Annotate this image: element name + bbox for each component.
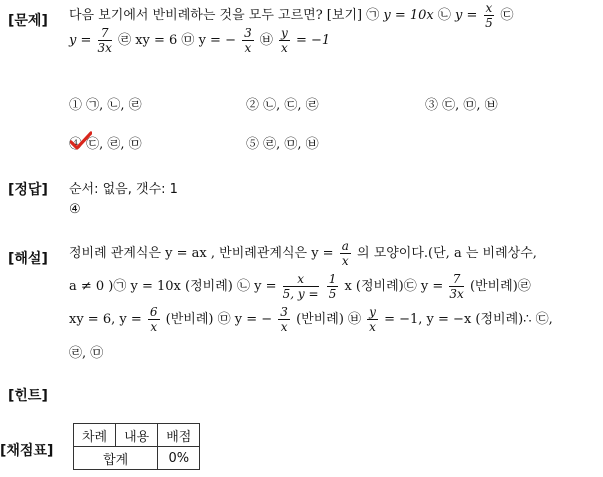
- table-header-points: 배점: [158, 424, 200, 447]
- checkmark-icon: [70, 131, 92, 151]
- choice-3[interactable]: ③ ㉢, ㉤, ㉥: [425, 98, 498, 113]
- explanation-fraction: [327, 273, 339, 300]
- fraction-denominator: x: [341, 254, 349, 268]
- hint-label: [힌트]: [8, 388, 48, 404]
- problem-item-6-mark: ㉥: [259, 33, 273, 48]
- choice-5[interactable]: ⑤ ㉣, ㉤, ㉥: [246, 137, 319, 152]
- fraction-numerator: y: [281, 26, 288, 40]
- table-total-value: 0%: [158, 447, 200, 470]
- explanation-text: xy = 6, y =: [69, 312, 142, 327]
- problem-line-2: [69, 27, 330, 54]
- problem-item-3-mark: ㉢: [500, 8, 514, 23]
- fraction-numerator: 3: [244, 26, 252, 40]
- problem-item-2-lhs: y =: [455, 8, 478, 23]
- problem-item-6-rhs: = −1: [295, 33, 331, 48]
- explanation-line-2: [69, 273, 531, 300]
- fraction-numerator: x: [283, 273, 319, 287]
- problem-item-6-fraction: [279, 27, 290, 54]
- problem-label: [문제]: [8, 13, 48, 29]
- choice-4[interactable]: ④ ㉢, ㉣, ㉤: [69, 137, 142, 152]
- explanation-text: = −1, y = −x (정비례)∴ ㉢,: [384, 312, 553, 327]
- fraction-denominator: 5: [485, 16, 493, 30]
- table-row: [74, 447, 200, 470]
- problem-intro: 다음 보기에서 반비례하는 것을 모두 고르면? [보기] ㉠: [69, 8, 380, 23]
- fraction-numerator: 6: [149, 305, 158, 319]
- explanation-line-3: [69, 306, 553, 333]
- problem-item-1: y = 10x: [383, 8, 434, 23]
- problem-item-5-fraction: [242, 27, 254, 54]
- explanation-text: x (정비례)㉢ y =: [344, 279, 444, 294]
- choice-2[interactable]: ② ㉡, ㉢, ㉣: [246, 98, 319, 113]
- table-header-order: 차례: [74, 424, 116, 447]
- fraction-denominator: 5, y =: [282, 287, 319, 301]
- fraction-denominator: 3x: [97, 41, 112, 55]
- fraction-denominator: 3x: [449, 287, 464, 301]
- answer-line-1: 순서: 없음, 갯수: 1: [69, 182, 178, 197]
- choice-1[interactable]: ① ㉠, ㉡, ㉣: [69, 98, 142, 113]
- fraction-numerator: 3: [280, 305, 288, 319]
- fraction-numerator: y: [369, 305, 376, 319]
- explanation-text: (반비례) ㉤ y = −: [165, 312, 273, 327]
- explanation-fraction: [449, 273, 463, 300]
- fraction-numerator: 1: [328, 272, 337, 286]
- explanation-fraction: [283, 273, 319, 300]
- fraction-numerator: 7: [449, 273, 463, 287]
- explanation-text: (반비례) ㉥: [296, 312, 362, 327]
- fraction-numerator: 7: [98, 27, 112, 41]
- table-row: [74, 424, 200, 447]
- problem-item-3-fraction: [98, 27, 112, 54]
- explanation-fraction: [340, 240, 351, 267]
- explanation-fraction: [367, 306, 378, 333]
- table-header-content: 내용: [116, 424, 158, 447]
- problem-item-3-lhs: y =: [69, 33, 92, 48]
- fraction-denominator: x: [150, 320, 158, 334]
- explanation-fraction: [278, 306, 290, 333]
- problem-item-2-mark: ㉡: [437, 8, 451, 23]
- explanation-text: a ≠ 0 )㉠ y = 10x (정비례) ㉡ y =: [69, 279, 277, 294]
- fraction-denominator: x: [281, 41, 288, 55]
- fraction-numerator: a: [341, 239, 349, 253]
- fraction-denominator: x: [369, 320, 376, 334]
- answer-label: [정답]: [8, 182, 48, 198]
- explanation-label: [해설]: [8, 251, 48, 267]
- problem-item-2-fraction: [484, 2, 495, 29]
- answer-line-2: ④: [69, 202, 81, 217]
- explanation-line-4: ㉣, ㉤: [69, 346, 104, 361]
- explanation-text: 의 모양이다.(단, a 는 비례상수,: [357, 246, 537, 261]
- explanation-line-1: [69, 240, 537, 267]
- explanation-fraction: [148, 306, 160, 333]
- scoring-label: [채점표]: [0, 443, 54, 459]
- explanation-text: (반비례)㉣: [469, 279, 531, 294]
- explanation-text: 정비례 관계식은 y = ax , 반비례관계식은 y =: [69, 246, 334, 261]
- fraction-denominator: x: [280, 320, 288, 334]
- problem-item-4: ㉣ xy = 6 ㉤ y = −: [118, 33, 236, 48]
- fraction-denominator: x: [244, 41, 252, 55]
- problem-line-1: [69, 2, 513, 29]
- fraction-numerator: x: [485, 1, 493, 15]
- scoring-table: [73, 423, 200, 470]
- fraction-denominator: 5: [328, 287, 337, 301]
- table-total-label: 합계: [74, 447, 158, 470]
